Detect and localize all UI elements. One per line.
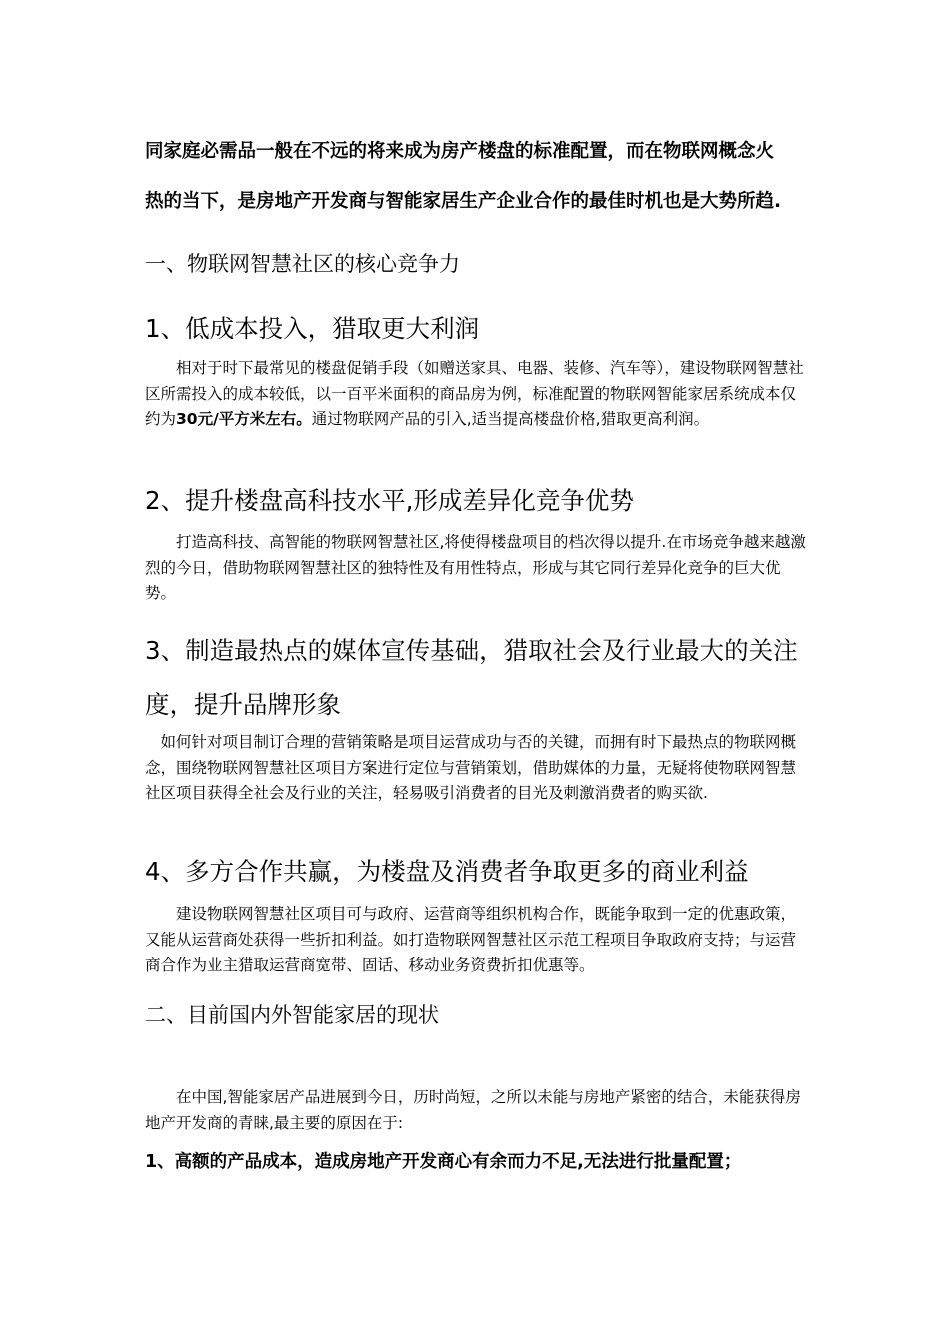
section-2-bold-item: 1、高额的产品成本，造成房地产开发商心有余而力不足,无法进行批量配置； bbox=[145, 1152, 742, 1172]
section-2-paragraph: 在中国,智能家居产品进展到今日，历时尚短，之所以未能与房地产紧密的结合，未能获得房地产开发商的青睐,最主要的原因在于: bbox=[145, 1088, 801, 1132]
item-4-paragraph: 建设物联网智慧社区项目可与政府、运营商等组织机构合作，既能争取到一定的优惠政策，又能从运营商处获得一些折扣利益。如打造物联网智慧社区示范工程项目争取政府支持；与运营商合作为业主猎取运营商宽带、固话、移动业务资费折扣优惠等。 bbox=[145, 905, 797, 974]
intro-line-2: 热的当下，是房地产开发商与智能家居生产企业合作的最佳时机也是大势所趋. bbox=[145, 191, 782, 212]
item-2-paragraph: 打造高科技、高智能的物联网智慧社区,将使得楼盘项目的档次得以提升.在市场竞争越来越激烈的今日，借助物联网智慧社区的独特性及有用性特点，形成与其它同行差异化竞争的巨大优势。 bbox=[145, 533, 806, 602]
item-2-heading: 2、提升楼盘高科技水平,形成差异化竞争优势 bbox=[145, 486, 634, 515]
item-3-heading: 3、制造最热点的媒体宣传基础，猎取社会及行业最大的关注度，提升品牌形象 bbox=[145, 636, 798, 719]
section-1-title: 一、物联网智慧社区的核心竞争力 bbox=[145, 252, 460, 276]
item-1-text-before: 相对于时下最常见的楼盘促销手段（如赠送家具、电器、装修、汽车等），建设物联网智慧社区所需投入的成本较低，以一百平米面积的商品房为例，标准配置的物联网智能家居系统成本仅约为 bbox=[145, 359, 804, 428]
item-1-heading: 1、低成本投入，猎取更大利润 bbox=[145, 314, 480, 343]
item-3-paragraph: 如何针对项目制订合理的营销策略是项目运营成功与否的关键，而拥有时下最热点的物联网概念，围绕物联网智慧社区项目方案进行定位与营销策划，借助媒体的力量，无疑将使物联网智慧社区项目获得全社会及行业的关注，轻易吸引消费者的目光及刺激消费者的购买欲. bbox=[145, 733, 797, 802]
item-4-heading: 4、多方合作共赢，为楼盘及消费者争取更多的商业利益 bbox=[145, 857, 749, 886]
intro-line-1: 同家庭必需品一般在不远的将来成为房产楼盘的标准配置，而在物联网概念火 bbox=[145, 141, 775, 162]
item-1-text-bold: 30元/平方米左右。 bbox=[176, 410, 312, 428]
item-1-paragraph bbox=[145, 356, 810, 433]
section-2-title: 二、目前国内外智能家居的现状 bbox=[145, 1003, 439, 1027]
item-1-text-after: 通过物联网产品的引入,适当提高楼盘价格,猎取更高利润。 bbox=[311, 410, 710, 428]
